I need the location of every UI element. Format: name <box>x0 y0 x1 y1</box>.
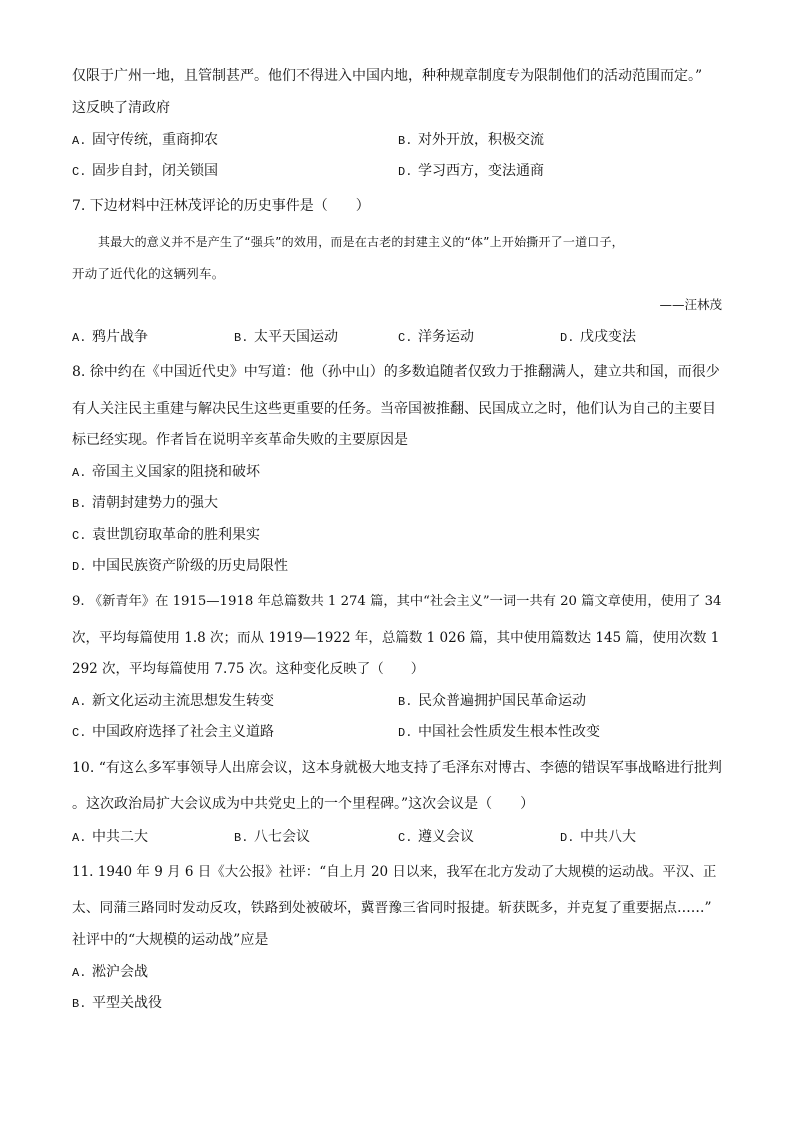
question-8-stem: 8. 徐中约在《中国近代史》中写道：他（孙中山）的多数追随者仅致力于推翻满人，建立共和国，而很少 <box>72 364 720 380</box>
option-a <box>72 827 148 848</box>
option-b <box>72 993 162 1014</box>
quote-source: ——汪林茂 <box>659 297 722 312</box>
option-text: 洋务运动 <box>418 329 474 345</box>
question-10-stem: 10. “有这么多军事领导人出席会议，这本身就极大地支持了毛泽东对博古、李德的错误军事战略进行批判 <box>72 760 722 776</box>
option-b <box>234 327 338 348</box>
question-text: 标已经实现。作者旨在说明辛亥革命失败的主要原因是 <box>72 432 408 448</box>
option-key: C. <box>72 165 87 179</box>
option-text: 清朝封建势力的强大 <box>92 495 218 511</box>
option-key: D. <box>398 726 413 740</box>
question-text: 这反映了清政府 <box>72 100 170 116</box>
option-c <box>398 827 474 848</box>
option-a <box>72 462 260 483</box>
option-text: 中国民族资产阶级的历史局限性 <box>92 558 288 574</box>
question-11-stem: 11. 1940 年 9 月 6 日《大公报》社评：“自上月 20 日以来，我军在北方发动了大规模的运动战。平汉、正 <box>72 864 717 880</box>
option-key: C. <box>72 529 87 543</box>
option-key: D. <box>560 831 575 845</box>
option-d <box>560 327 636 348</box>
option-c <box>72 161 218 182</box>
option-c <box>72 722 274 743</box>
option-key: C. <box>398 331 413 345</box>
option-key: A. <box>72 466 87 480</box>
option-a <box>72 962 148 983</box>
question-text: 292 次，平均每篇使用 7.75 次。这种变化反映了（ ） <box>72 661 425 677</box>
option-a <box>72 691 274 712</box>
option-text: 中国政府选择了社会主义道路 <box>92 724 274 740</box>
option-text: 中共二大 <box>92 829 148 845</box>
question-text: 太、同蒲三路同时发动反攻，铁路到处被破坏，冀晋豫三省同时报捷。斩获既多，并克复了重要据点……” <box>72 900 712 916</box>
option-text: 淞沪会战 <box>92 964 148 980</box>
question-9-stem: 9. 《新青年》在 1915—1918 年总篇数共 1 274 篇，其中“社会主义”一词一共有 20 篇文章使用，使用了 34 <box>72 594 722 609</box>
quote-text: 其最大的意义并不是产生了“强兵”的效用，而是在古老的封建主义的“体”上开始撕开了一道口子， <box>98 235 624 249</box>
option-text: 学习西方，变法通商 <box>418 163 544 179</box>
option-text: 遵义会议 <box>418 829 474 845</box>
option-text: 新文化运动主流思想发生转变 <box>92 693 274 709</box>
option-b <box>398 130 544 151</box>
option-key: B. <box>234 831 249 845</box>
option-b <box>72 493 218 514</box>
option-text: 平型关战役 <box>92 995 162 1011</box>
question-text: 次，平均每篇使用 1.8 次；而从 1919—1922 年，总篇数 1 026 篇，其中使用篇数达 145 篇，使用次数 1 <box>72 630 720 646</box>
question-text: 社评中的“大规模的运动战”应是 <box>72 932 269 948</box>
option-d <box>398 722 600 743</box>
option-key: B. <box>72 497 87 511</box>
option-text: 八七会议 <box>254 829 310 845</box>
option-d <box>398 161 544 182</box>
option-text: 对外开放，积极交流 <box>418 132 544 148</box>
option-text: 中共八大 <box>580 829 636 845</box>
question-7-stem: 7. 下边材料中汪林茂评论的历史事件是（ ） <box>72 198 370 214</box>
question-text: 仅限于广州一地，且管制甚严。他们不得进入中国内地，种种规章制度专为限制他们的活动范围而定。” <box>72 68 703 84</box>
option-key: B. <box>234 331 249 345</box>
option-text: 帝国主义国家的阻挠和破坏 <box>92 464 260 480</box>
option-key: A. <box>72 695 87 709</box>
option-key: B. <box>398 695 413 709</box>
option-key: C. <box>398 831 413 845</box>
option-a <box>72 327 148 348</box>
option-key: B. <box>398 134 413 148</box>
option-text: 太平天国运动 <box>254 329 338 345</box>
option-key: B. <box>72 997 87 1011</box>
option-text: 民众普遍拥护国民革命运动 <box>418 693 586 709</box>
option-text: 中国社会性质发生根本性改变 <box>418 724 600 740</box>
option-b <box>398 691 586 712</box>
option-d <box>72 556 288 577</box>
option-text: 固守传统，重商抑农 <box>92 132 218 148</box>
option-b <box>234 827 310 848</box>
option-key: A. <box>72 134 87 148</box>
option-text: 袁世凯窃取革命的胜利果实 <box>92 527 260 543</box>
option-d <box>560 827 636 848</box>
option-key: A. <box>72 966 87 980</box>
option-text: 戊戌变法 <box>580 329 636 345</box>
option-c <box>72 525 260 546</box>
quote-text: 开动了近代化的这辆列车。 <box>72 266 225 281</box>
question-text: 有人关注民主重建与解决民生这些更重要的任务。当帝国被推翻、民国成立之时，他们认为自己的主要目 <box>72 401 716 417</box>
option-text: 固步自封，闭关锁国 <box>92 163 218 179</box>
option-key: A. <box>72 331 87 345</box>
option-key: C. <box>72 726 87 740</box>
option-c <box>398 327 474 348</box>
option-key: D. <box>72 560 87 574</box>
option-a <box>72 130 218 151</box>
option-key: D. <box>398 165 413 179</box>
option-text: 鸦片战争 <box>92 329 148 345</box>
question-text: 。这次政治局扩大会议成为中共党史上的一个里程碑。”这次会议是（ ） <box>72 796 535 812</box>
option-key: A. <box>72 831 87 845</box>
option-key: D. <box>560 331 575 345</box>
